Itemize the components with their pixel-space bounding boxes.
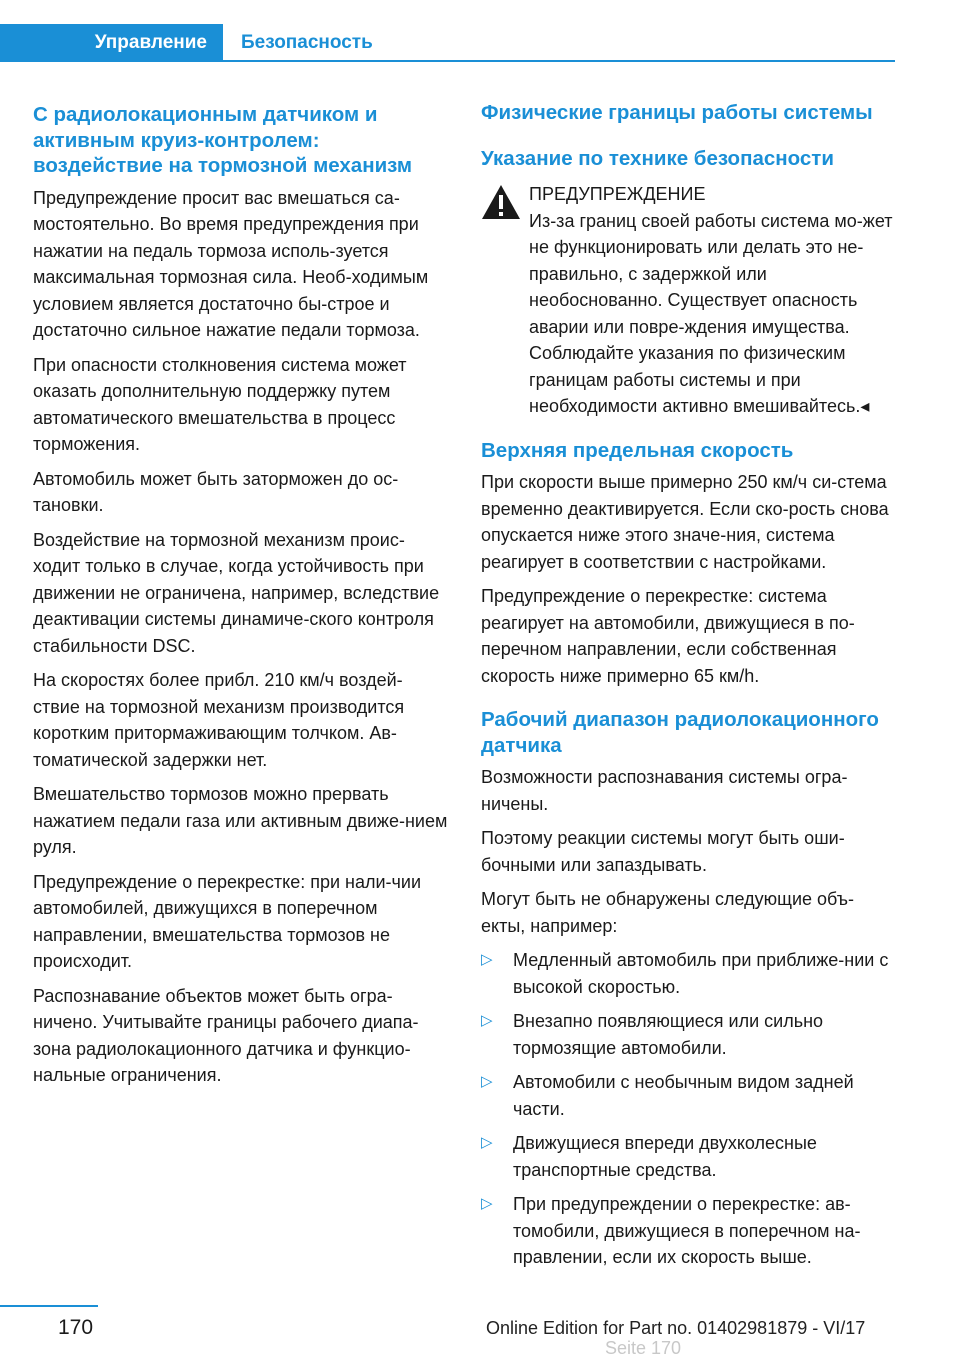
list-item-text: Движущиеся впереди двухколесные транспортные средства. xyxy=(513,1133,817,1180)
right-column xyxy=(481,100,895,1279)
section-tab-inactive[interactable]: Безопасность xyxy=(241,32,373,53)
warning-triangle-icon xyxy=(481,184,521,220)
edition-text: Online Edition for Part no. 01402981879 - VI/17 xyxy=(486,1318,866,1338)
list-item xyxy=(481,1069,895,1122)
range-paragraph: Возможности распознавания системы огра-ничены. xyxy=(481,767,848,814)
left-heading: С радиолокационным датчиком и активным круиз-контролем: воздействие на тормозной механизм xyxy=(33,103,413,177)
list-item-text: Автомобили с необычным видом задней части. xyxy=(513,1072,854,1119)
page-number: 170 xyxy=(58,1316,94,1339)
left-paragraph: На скоростях более прибл. 210 км/ч воздей-ствие на тормозной механизм производится коротким притормаживающим толчком. Ав-томатической задержки нет. xyxy=(33,670,405,770)
range-paragraph: Поэтому реакции системы могут быть оши-бочными или запаздывать. xyxy=(481,828,845,875)
left-paragraph: Предупреждение просит вас вмешаться са-мостоятельно. Во время предупреждения при нажатии на педаль тормоза исполь-зуется максимальная тормозная сила. Необ-ходимым условием является достаточно бы-строе и достаточно сильное нажатие педали тормоза. xyxy=(33,187,429,340)
bullet-list xyxy=(481,947,895,1271)
safety-heading: Указание по технике безопасности xyxy=(481,146,834,170)
watermark-text: Seite 170 xyxy=(605,1338,682,1358)
speed-heading: Верхняя предельная скорость xyxy=(481,438,794,462)
speed-paragraph: Предупреждение о перекрестке: система реагирует на автомобили, движущиеся в по-перечном направлении, если собственная скорость ниже примерно 65 км/h. xyxy=(481,586,855,686)
warning-block xyxy=(481,181,895,420)
list-item xyxy=(481,947,895,1000)
left-paragraph: Предупреждение о перекрестке: при нали-чии автомобилей, движущихся в поперечном направлении, вмешательства тормозов не происходит. xyxy=(33,871,422,971)
footer-divider xyxy=(0,1305,98,1307)
list-item-text: При предупреждении о перекрестке: ав-томобили, движущиеся в поперечном на-правлении, если их скорость выше. xyxy=(513,1194,861,1267)
triangle-right-icon: ▷ xyxy=(481,951,493,968)
right-heading: Физические границы работы системы xyxy=(481,101,873,124)
triangle-right-icon: ▷ xyxy=(481,1012,493,1029)
warning-title: ПРЕДУПРЕЖДЕНИЕ xyxy=(529,184,706,204)
list-item xyxy=(481,1008,895,1061)
list-item xyxy=(481,1130,895,1183)
left-paragraph: Автомобиль может быть заторможен до ос-тановки. xyxy=(33,468,399,515)
list-item-text: Внезапно появляющиеся или сильно тормозящие автомобили. xyxy=(513,1011,824,1058)
left-paragraph: При опасности столкновения система может оказать дополнительную поддержку путем автоматического вмешательства в процесс торможения. xyxy=(33,354,407,454)
left-paragraph: Распознавание объектов может быть огра-ничено. Учитывайте границы рабочего диапа-зона радиолокационного датчика и функцио-нальные ограничения. xyxy=(33,985,419,1085)
triangle-right-icon: ▷ xyxy=(481,1134,493,1151)
left-paragraph: Воздействие на тормозной механизм проис-ходит только в случае, когда устойчивость при движении не ограничена, например, вследствие деактивации системы динамиче-ского контроля стабильности DSC. xyxy=(33,529,440,656)
speed-paragraph: При скорости выше примерно 250 км/ч си-стема временно деактивируется. Если ско-рость снова опускается ниже этого значе-ния, система реагирует в соответствии с настройками. xyxy=(481,472,889,572)
header-divider xyxy=(223,60,895,62)
warning-text: Из-за границ своей работы система мо-жет не функционировать или делать это не-правильно, с задержкой или необоснованно. Существует опасность аварии или повре-ждения имущества. Соблюдайте указания по физическим границам работы системы и при необходимости активно вмешивайтесь.◂ xyxy=(529,210,893,416)
list-item xyxy=(481,1191,895,1271)
triangle-right-icon: ▷ xyxy=(481,1195,493,1212)
range-paragraph: Могут быть не обнаружены следующие объ-екты, например: xyxy=(481,889,855,936)
triangle-right-icon: ▷ xyxy=(481,1073,493,1090)
section-tab-active[interactable]: Управление xyxy=(0,24,223,62)
list-item-text: Медленный автомобиль при приближе-нии с высокой скоростью. xyxy=(513,950,889,997)
left-column xyxy=(33,100,449,1097)
range-heading: Рабочий диапазон радиолокационного датчика xyxy=(481,708,879,757)
page-header xyxy=(0,0,895,62)
left-paragraph: Вмешательство тормозов можно прервать нажатием педали газа или активным движе-нием руля. xyxy=(33,784,448,857)
